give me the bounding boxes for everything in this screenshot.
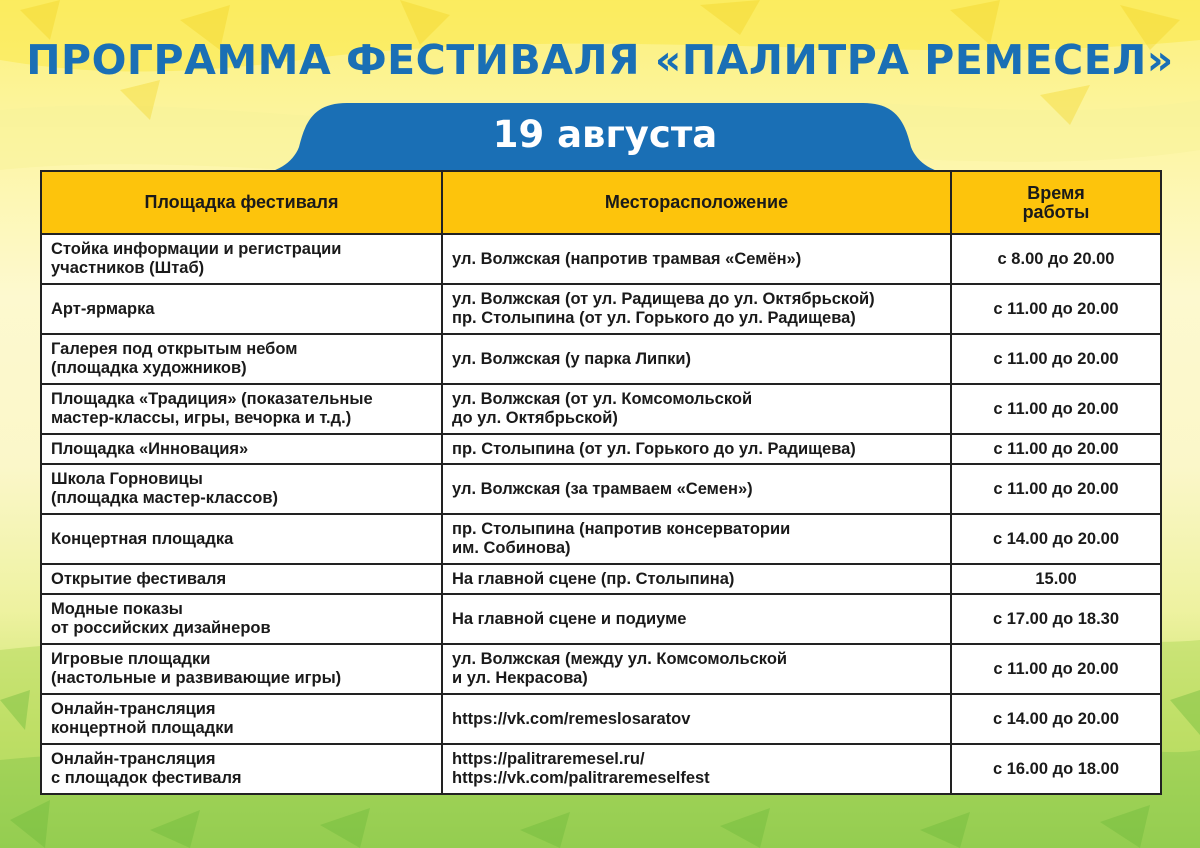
venue-cell bbox=[41, 694, 442, 744]
venue-line: Игровые площадки bbox=[51, 650, 211, 668]
location-link[interactable]: https://vk.com/remeslosaratov bbox=[452, 709, 691, 728]
table-row bbox=[41, 234, 1161, 284]
venue-line: с площадок фестиваля bbox=[51, 769, 242, 787]
venue-line: Модные показы bbox=[51, 600, 183, 618]
venue-cell bbox=[41, 284, 442, 334]
header-time-line: Время bbox=[1027, 182, 1085, 203]
time-cell: с 8.00 до 20.00 bbox=[951, 234, 1161, 284]
venue-cell bbox=[41, 384, 442, 434]
location-cell bbox=[442, 514, 951, 564]
table-row bbox=[41, 334, 1161, 384]
venue-cell bbox=[41, 514, 442, 564]
header-time-line: работы bbox=[1022, 201, 1090, 222]
venue-line: Открытие фестиваля bbox=[51, 569, 227, 588]
venue-line: Галерея под открытым небом bbox=[51, 340, 298, 358]
location-line: На главной сцене и подиуме bbox=[452, 609, 687, 628]
venue-line: (настольные и развивающие игры) bbox=[51, 669, 342, 687]
venue-line: Арт-ярмарка bbox=[51, 299, 155, 318]
location-line: ул. Волжская (напротив трамвая «Семён») bbox=[452, 249, 802, 268]
header-time bbox=[951, 171, 1161, 234]
location-line: и ул. Некрасова) bbox=[452, 669, 588, 687]
time-cell: с 11.00 до 20.00 bbox=[951, 284, 1161, 334]
location-line: ул. Волжская (между ул. Комсомольской bbox=[452, 650, 788, 668]
header-venue: Площадка фестиваля bbox=[41, 171, 442, 234]
location-link[interactable]: https://palitraremesel.ru/ bbox=[452, 750, 645, 768]
venue-line: от российских дизайнеров bbox=[51, 619, 271, 637]
venue-line: Стойка информации и регистрации bbox=[51, 240, 342, 258]
venue-line: Площадка «Традиция» (показательные bbox=[51, 390, 373, 408]
table-row bbox=[41, 434, 1161, 464]
location-line: ул. Волжская (от ул. Комсомольской bbox=[452, 390, 753, 408]
table-row bbox=[41, 464, 1161, 514]
table-row bbox=[41, 694, 1161, 744]
location-cell bbox=[442, 694, 951, 744]
venue-cell bbox=[41, 594, 442, 644]
location-line: ул. Волжская (у парка Липки) bbox=[452, 349, 692, 368]
venue-line: Онлайн-трансляция bbox=[51, 700, 216, 718]
table-row bbox=[41, 644, 1161, 694]
time-cell: с 11.00 до 20.00 bbox=[951, 384, 1161, 434]
location-cell bbox=[442, 464, 951, 514]
venue-line: Концертная площадка bbox=[51, 529, 234, 548]
location-cell bbox=[442, 234, 951, 284]
venue-cell bbox=[41, 234, 442, 284]
location-cell bbox=[442, 594, 951, 644]
location-line: ул. Волжская (за трамваем «Семен») bbox=[452, 479, 753, 498]
location-line: ул. Волжская (от ул. Радищева до ул. Октябрьской) bbox=[452, 290, 875, 308]
table-row bbox=[41, 564, 1161, 594]
venue-line: (площадка мастер-классов) bbox=[51, 489, 278, 507]
venue-cell bbox=[41, 564, 442, 594]
table-row bbox=[41, 284, 1161, 334]
venue-cell bbox=[41, 334, 442, 384]
location-cell bbox=[442, 384, 951, 434]
time-cell: с 17.00 до 18.30 bbox=[951, 594, 1161, 644]
location-cell bbox=[442, 644, 951, 694]
venue-cell bbox=[41, 464, 442, 514]
time-cell: с 14.00 до 20.00 bbox=[951, 514, 1161, 564]
location-cell bbox=[442, 434, 951, 464]
table-row bbox=[41, 744, 1161, 794]
location-line: до ул. Октябрьской) bbox=[452, 409, 618, 427]
table-row bbox=[41, 594, 1161, 644]
location-cell bbox=[442, 334, 951, 384]
location-cell bbox=[442, 744, 951, 794]
table-row bbox=[41, 514, 1161, 564]
table-row bbox=[41, 384, 1161, 434]
time-cell: 15.00 bbox=[951, 564, 1161, 594]
venue-line: участников (Штаб) bbox=[51, 259, 205, 277]
schedule-table bbox=[40, 170, 1162, 795]
venue-line: Школа Горновицы bbox=[51, 470, 203, 488]
table-header-row bbox=[41, 171, 1161, 234]
venue-line: (площадка художников) bbox=[51, 359, 247, 377]
location-link[interactable]: https://vk.com/palitraremeselfest bbox=[452, 769, 710, 787]
venue-cell bbox=[41, 644, 442, 694]
location-line: пр. Столыпина (от ул. Горького до ул. Радищева) bbox=[452, 309, 856, 327]
location-line: На главной сцене (пр. Столыпина) bbox=[452, 569, 735, 588]
date-label: 19 августа bbox=[492, 113, 718, 156]
venue-line: концертной площадки bbox=[51, 719, 234, 737]
location-cell bbox=[442, 284, 951, 334]
header-location: Месторасположение bbox=[442, 171, 951, 234]
time-cell: с 11.00 до 20.00 bbox=[951, 334, 1161, 384]
page-title: ПРОГРАММА ФЕСТИВАЛЯ «ПАЛИТРА РЕМЕСЕЛ» bbox=[26, 36, 1174, 84]
venue-line: Онлайн-трансляция bbox=[51, 750, 216, 768]
date-tab bbox=[255, 101, 955, 174]
venue-line: Площадка «Инновация» bbox=[51, 439, 249, 458]
time-cell: с 16.00 до 18.00 bbox=[951, 744, 1161, 794]
time-cell: с 11.00 до 20.00 bbox=[951, 464, 1161, 514]
location-cell bbox=[442, 564, 951, 594]
location-line: им. Собинова) bbox=[452, 539, 571, 557]
venue-line: мастер-классы, игры, вечорка и т.д.) bbox=[51, 409, 352, 427]
time-cell: с 11.00 до 20.00 bbox=[951, 434, 1161, 464]
location-line: пр. Столыпина (напротив консерватории bbox=[452, 520, 791, 538]
venue-cell bbox=[41, 744, 442, 794]
time-cell: с 14.00 до 20.00 bbox=[951, 694, 1161, 744]
venue-cell bbox=[41, 434, 442, 464]
time-cell: с 11.00 до 20.00 bbox=[951, 644, 1161, 694]
location-line: пр. Столыпина (от ул. Горького до ул. Радищева) bbox=[452, 439, 856, 458]
